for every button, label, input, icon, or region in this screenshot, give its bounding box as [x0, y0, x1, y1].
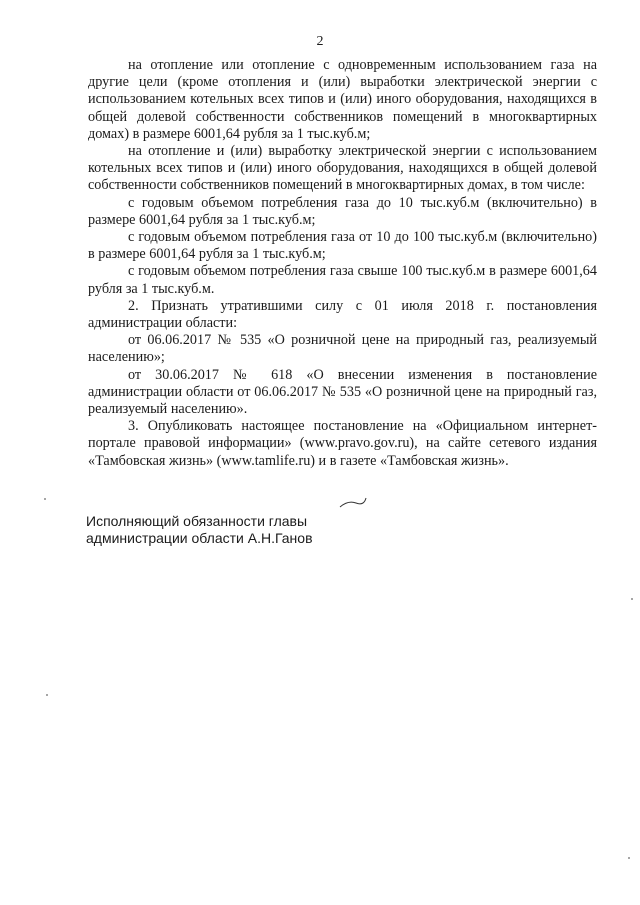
- signature-name-line: администрации области А.Н.Ганов: [86, 530, 313, 546]
- scan-speck: [631, 598, 633, 600]
- page-number: 2: [316, 34, 324, 49]
- signature-block: [86, 513, 406, 547]
- paragraph-volume-10-to-100: с годовым объемом потребления газа от 10 до 100 тыс.куб.м (включительно) в размере 6001,64 рубля за 1 тыс.куб.м;: [88, 229, 597, 263]
- pen-mark-icon: [338, 496, 368, 510]
- scan-speck: [46, 694, 48, 696]
- paragraph-volume-over-100: с годовым объемом потребления газа свыше 100 тыс.куб.м в размере 6001,64 рубля за 1 тыс.куб.м.: [88, 263, 597, 297]
- scan-speck: [44, 498, 46, 500]
- scan-speck: [628, 857, 630, 859]
- paragraph-heating-other-purposes: на отопление или отопление с одновременным использованием газа на другие цели (кроме отопления и (или) выработки электрической энергии с использованием котельных всех типов и (или) иного оборудования, находящихся в общей долевой собственности собственников помещений в многоквартирных домах) в размере 6001,64 рубля за 1 тыс.куб.м;: [88, 57, 597, 142]
- signature-position: Исполняющий обязанности главы: [86, 513, 308, 529]
- paragraph-volume-up-to-10: с годовым объемом потребления газа до 10 тыс.куб.м (включительно) в размере 6001,64 рубля за 1 тыс.куб.м;: [88, 194, 597, 228]
- paragraph-repeal-618: от 30.06.2017 № 618 «О внесении изменения в постановление администрации области от 06.06.2017 № 535 «О розничной цене на природный газ, реализуемый населению».: [88, 366, 597, 418]
- paragraph-heating-boilers: на отопление и (или) выработку электрической энергии с использованием котельных всех типов и (или) иного оборудования, находящихся в общей долевой собственности собственников помещений в многоквартирных домах, в том числе:: [88, 143, 597, 194]
- document-body: [88, 57, 597, 470]
- paragraph-repeal-535: от 06.06.2017 № 535 «О розничной цене на природный газ, реализуемый населению»;: [88, 332, 597, 366]
- paragraph-item-3-publish: 3. Опубликовать настоящее постановление на «Официальном интернет-портале правовой информации» (www.pravo.gov.ru), на сайте сетевого издания «Тамбовская жизнь» (www.tamlife.ru) и в газете «Тамбовская жизнь».: [88, 418, 597, 469]
- paragraph-item-2-repeal: 2. Признать утратившими силу с 01 июля 2018 г. постановления администрации области:: [88, 297, 597, 332]
